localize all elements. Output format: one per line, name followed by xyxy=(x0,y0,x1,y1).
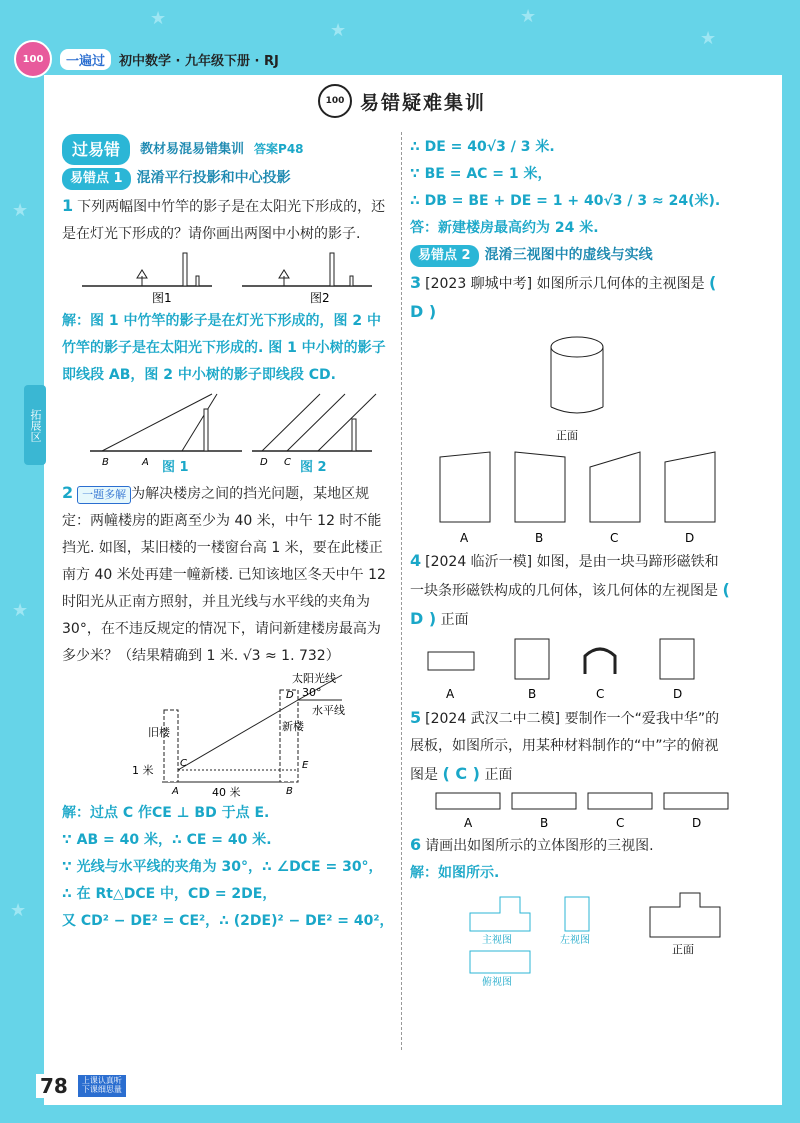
page-header xyxy=(14,40,279,78)
question-6 xyxy=(410,831,730,860)
option-label: C xyxy=(610,531,619,545)
page-title xyxy=(318,84,486,118)
answer-key: 答案P48 xyxy=(254,142,304,156)
view-label: 俯视图 xyxy=(482,977,512,987)
point-label: D xyxy=(286,690,294,701)
q2-solution-line: ∴ DE = 40√3 / 3 米. xyxy=(410,139,555,155)
section-title: 混淆三视图中的虚线与实线 xyxy=(484,247,653,263)
front-label: 正面 xyxy=(556,429,578,442)
question-tag: 一题多解 xyxy=(77,486,131,504)
option-label: C xyxy=(596,687,605,701)
series-name: 一遍过 xyxy=(60,49,111,70)
option-label: D xyxy=(685,531,695,545)
point-label: A xyxy=(172,786,179,797)
fig-label: 新楼 xyxy=(282,720,304,733)
question-number: 3 xyxy=(410,273,422,292)
right-column xyxy=(410,134,730,987)
answer: ( D ) xyxy=(410,273,717,321)
q4-options-figure xyxy=(410,634,730,704)
page-footer xyxy=(36,1074,126,1098)
q2-figure xyxy=(62,670,394,800)
view-label: 左视图 xyxy=(560,935,590,946)
question-1 xyxy=(62,192,394,248)
option-label: C xyxy=(616,816,625,830)
left-column xyxy=(62,134,394,935)
bottom-border xyxy=(0,1105,800,1123)
question-number: 2 xyxy=(62,483,74,502)
question-2 xyxy=(62,479,394,670)
question-text: [2024 武汉二中二模] 要制作一个“爱我中华”的展板，如图所示，用某种材料制作的“中”字的俯视图是 xyxy=(410,711,720,783)
footer-tag xyxy=(78,1075,126,1097)
q6-figure xyxy=(410,887,730,987)
point-label: D xyxy=(260,457,268,468)
option-label: A xyxy=(460,531,469,545)
question-text: 下列两幅图中竹竿的影子是在太阳光下形成的，还是在灯光下形成的？请你画出两图中小树的影子. xyxy=(62,199,386,242)
star-decoration: ★ xyxy=(330,20,347,41)
q3-figure xyxy=(410,327,730,447)
answer-value: D xyxy=(410,302,424,321)
question-number: 5 xyxy=(410,708,422,727)
star-decoration: ★ xyxy=(12,200,29,221)
option-label: D xyxy=(673,687,683,701)
star-decoration: ★ xyxy=(10,900,27,921)
fig-label: 40 米 xyxy=(212,786,241,799)
section-label: 易错点 2 xyxy=(410,245,479,267)
option-label: B xyxy=(528,687,537,701)
footer-tag-line: 下课细思量 xyxy=(81,1085,122,1094)
point-label: C xyxy=(284,457,291,468)
q2-solution-line: 又 CD² − DE² = CE²，∴ (2DE)² − DE² = 40²， xyxy=(62,913,394,929)
q2-solution-line: ∵ AB = 40 米，∴ CE = 40 米. xyxy=(62,832,272,848)
point-label: A xyxy=(142,457,149,468)
q1-solution: 解：图 1 中竹竿的影子是在灯光下形成的，图 2 中竹竿的影子是在太阳光下形成的. 图 1 中小树的影子即线段 AB，图 2 中小树的影子即线段 CD. xyxy=(62,313,386,383)
q2-solution-line: ∵ BE = AC = 1 米， xyxy=(410,166,552,182)
section-label: 易错点 1 xyxy=(62,168,131,190)
star-decoration: ★ xyxy=(12,600,29,621)
point-label: B xyxy=(102,457,109,468)
point-label: E xyxy=(302,760,309,771)
question-5 xyxy=(410,704,730,789)
fig-label: 图 1 xyxy=(162,460,189,475)
question-number: 4 xyxy=(410,551,422,570)
question-number: 1 xyxy=(62,196,74,215)
option-label: A xyxy=(446,687,455,701)
option-label: B xyxy=(535,531,544,545)
page-number: 78 xyxy=(36,1074,72,1098)
footer-tag-line: 上课认真听 xyxy=(81,1076,122,1086)
q2-solution-line: ∴ DB = BE + DE = 1 + 40√3 / 3 ≈ 24(米). xyxy=(410,193,721,209)
q2-solution-line: 解：过点 C 作CE ⊥ BD 于点 E. xyxy=(62,805,270,821)
q1-figure xyxy=(62,248,394,308)
fig-label: 图2 xyxy=(310,291,330,305)
option-label: B xyxy=(540,816,549,830)
section-heading xyxy=(62,165,394,192)
fig-label: 图 2 xyxy=(300,460,327,475)
q2-solution-line: ∵ 光线与水平线的夹角为 30°，∴ ∠DCE = 30°， xyxy=(62,859,383,875)
q2-answer-line: 答：新建楼房最高约为 24 米. xyxy=(410,220,599,236)
question-number: 6 xyxy=(410,835,422,854)
question-3 xyxy=(410,269,730,327)
question-4 xyxy=(410,547,730,634)
banner xyxy=(62,134,394,165)
front-label: 正面 xyxy=(672,943,694,956)
question-text: 请画出如图所示的立体图形的三视图. xyxy=(425,838,654,854)
answer: ( D ) xyxy=(410,580,730,628)
banner-label: 过易错 xyxy=(62,134,130,165)
answer: ( C ) xyxy=(442,764,480,783)
fig-label: 水平线 xyxy=(312,704,345,717)
title-text: 易错疑难集训 xyxy=(360,91,487,114)
column-divider xyxy=(401,132,402,1050)
view-label: 主视图 xyxy=(482,935,512,946)
title-badge-icon: 100 xyxy=(318,84,352,118)
q6-solution: 解：如图所示. xyxy=(410,865,500,881)
brand-logo-icon: 100 xyxy=(14,40,52,78)
answer-value: D xyxy=(410,609,424,628)
section-heading xyxy=(410,242,730,269)
star-decoration: ★ xyxy=(520,6,537,27)
fig-label: 30° xyxy=(302,686,322,699)
fig-label: 图1 xyxy=(152,291,172,305)
question-text: [2024 临沂一模] 如图，是由一块马蹄形磁铁和一块条形磁铁构成的几何体，该几何体的左视图是 xyxy=(410,554,719,599)
star-decoration: ★ xyxy=(700,28,717,49)
question-text: 为解决楼房之间的挡光问题，某地区规定：两幢楼房的距离至少为 40 米，中午 12 时不能挡光. 如图，某旧楼的一楼窗台高 1 米，要在此楼正南方 40 米处再建一幢新楼. 已知该地区冬天中午 12 时阳光从正南方照射，并且光线与水平线的夹角为 30°，在不违反规定的情况下，请问新建楼房最高为多少米？（结果精确到 1 米. √3 ≈ 1. 732） xyxy=(62,486,386,664)
point-label: B xyxy=(286,786,293,797)
book-name: 初中数学 · 九年级下册 · RJ xyxy=(119,53,279,69)
option-label: D xyxy=(692,816,702,830)
fig-label: 1 米 xyxy=(132,764,154,777)
front-label: 正面 xyxy=(440,612,469,628)
banner-subtitle: 教材易混易错集训 xyxy=(140,142,245,157)
point-label: C xyxy=(180,758,187,769)
front-label: 正面 xyxy=(484,767,513,783)
answer-value: C xyxy=(455,764,468,783)
q1-solution-figure xyxy=(62,389,394,479)
fig-label: 旧楼 xyxy=(148,726,170,739)
question-text: [2023 聊城中考] 如图所示几何体的主视图是 xyxy=(425,276,705,292)
star-decoration: ★ xyxy=(150,8,167,29)
side-tab: 拓展区 xyxy=(24,385,46,465)
q3-options-figure xyxy=(410,447,730,547)
right-border xyxy=(782,0,800,1123)
left-border xyxy=(0,0,44,1123)
option-label: A xyxy=(464,816,473,830)
section-title: 混淆平行投影和中心投影 xyxy=(136,170,291,186)
q2-solution-line: ∴ 在 Rt△DCE 中，CD = 2DE， xyxy=(62,886,277,902)
fig-label: 太阳光线 xyxy=(292,672,336,685)
q5-options-figure xyxy=(410,789,730,831)
